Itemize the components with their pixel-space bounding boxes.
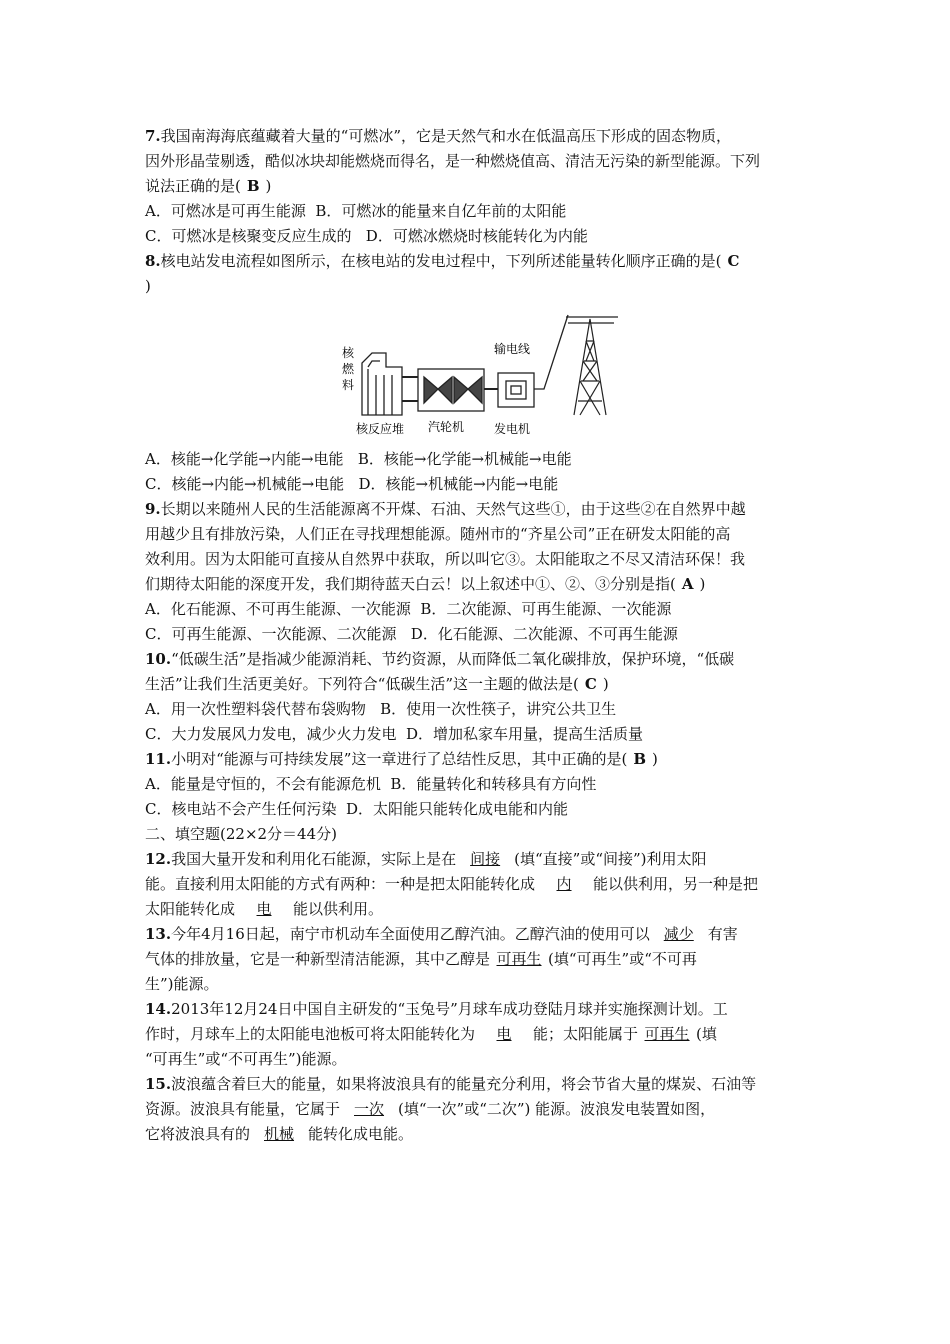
q7-options-ab: [145, 199, 813, 224]
q8-option-b: B．核能→化学能→机械能→电能: [357, 450, 572, 468]
q11-option-c: C．核电站不会产生任何污染: [145, 800, 337, 818]
q10-option-d: D．增加私家车用量，提高生活质量: [406, 725, 644, 743]
reactor-shape: [362, 353, 402, 415]
generator-shape: [498, 373, 534, 407]
q12-blank-2: 内: [556, 875, 572, 893]
pipe-shape: [402, 377, 418, 401]
q8-line-2: ): [145, 277, 151, 295]
q9-answer: A: [681, 575, 694, 593]
q10-option-a: A．用一次性塑料袋代替布袋购物: [145, 700, 366, 718]
q10-line-1: 10.“低碳生活”是指减少能源消耗、节约资源，从而降低二氧化碳排放，保护环境，“低碳: [145, 650, 735, 668]
q12-line-2: 能。直接利用太阳能的方式有两种：一种是把太阳能转化成 内 能以供利用，另一种是把: [145, 872, 813, 897]
q9-line-1: 9.长期以来随州人民的生活能源离不开煤、石油、天然气这些①，由于这些②在自然界中越: [145, 500, 746, 518]
fig-label-fuel-3: 料: [342, 378, 355, 392]
q12-line-1: 12.我国大量开发和利用化石能源，实际上是在 间接 (填“直接”或“间接”)利用太阳: [145, 847, 813, 872]
q9-options-cd: [145, 622, 813, 647]
q13-line-2: 气体的排放量，它是一种新型清洁能源，其中乙醇是 可再生 (填“可再生”或“不可再: [145, 947, 813, 972]
q9-option-c: C．可再生能源、一次能源、二次能源: [145, 625, 397, 643]
q11-answer: B: [633, 750, 646, 768]
fig-label-turbine: 汽轮机: [428, 420, 465, 434]
q9-line-3: 效利用。因为太阳能可直接从自然界中获取，所以叫它③。太阳能取之不尽又清洁环保！我: [145, 550, 746, 568]
q12-blank-1: 间接: [470, 850, 501, 868]
q7-option-b: B．可燃冰的能量来自亿年前的太阳能: [315, 202, 567, 220]
turbine-shape: [418, 369, 484, 411]
q14-number: 14.: [145, 1000, 172, 1018]
q14-blank-2: 可再生: [644, 1025, 690, 1043]
q10-option-b: B．使用一次性筷子，讲究公共卫生: [380, 700, 617, 718]
question-content: [145, 124, 813, 1147]
nuclear-plant-figure: [145, 299, 813, 447]
q10-number: 10.: [145, 650, 172, 668]
q10-line-2: 生活”让我们生活更美好。下列符合“低碳生活”这一主题的做法是( C ): [145, 675, 609, 693]
q14-line-1: 14.2013年12月24日中国自主研发的“玉兔号”月球车成功登陆月球并实施探测计划。工: [145, 1000, 728, 1018]
q14-blank-1: 电: [496, 1025, 512, 1043]
q8-options-cd: [145, 472, 813, 497]
q13-number: 13.: [145, 925, 172, 943]
fig-label-line: 输电线: [494, 342, 531, 356]
q9-options-ab: [145, 597, 813, 622]
q8-options-ab: [145, 447, 813, 472]
q9-option-d: D．化石能源、二次能源、不可再生能源: [410, 625, 678, 643]
q11-options-ab: [145, 772, 813, 797]
q7-option-c: C．可燃冰是核聚变反应生成的: [145, 227, 352, 245]
q8-option-a: A．核能→化学能→内能→电能: [145, 450, 344, 468]
fig-label-fuel-1: 核: [342, 346, 355, 360]
q8-answer: C: [727, 252, 740, 270]
tower-shape: [566, 317, 618, 415]
q9-option-b: B．二次能源、可再生能源、一次能源: [420, 600, 672, 618]
q15-blank-2: 机械: [264, 1125, 295, 1143]
q7-line-2: 因外形晶莹剔透，酷似冰块却能燃烧而得名，是一种燃烧值高、清洁无污染的新型能源。下列: [145, 152, 761, 170]
q7-line-3: 说法正确的是( B ): [145, 177, 272, 195]
q7-option-d: D．可燃冰燃烧时核能转化为内能: [365, 227, 588, 245]
q7-options-cd: [145, 224, 813, 249]
q10-options-ab: [145, 697, 813, 722]
q7-line-1: 7.我国南海海底蕴藏着大量的“可燃冰”，它是天然气和水在低温高压下形成的固态物质，: [145, 127, 732, 145]
q8-option-d: D．核能→机械能→内能→电能: [358, 475, 559, 493]
q14-line-3: “可再生”或“不可再生”)能源。: [145, 1050, 347, 1068]
q13-blank-2: 可再生: [496, 950, 542, 968]
q13-line-1: 13.今年4月16日起，南宁市机动车全面使用乙醇汽油。乙醇汽油的使用可以 减少 有害: [145, 922, 813, 947]
q15-number: 15.: [145, 1075, 172, 1093]
q11-option-a: A．能量是守恒的，不会有能源危机: [145, 775, 381, 793]
q9-option-a: A．化石能源、不可再生能源、一次能源: [145, 600, 411, 618]
q11-line-1: 11.小明对“能源与可持续发展”这一章进行了总结性反思，其中正确的是( B ): [145, 750, 658, 768]
q13-blank-1: 减少: [663, 925, 694, 943]
q7-answer: B: [246, 177, 260, 195]
q8-number: 8.: [145, 252, 161, 270]
q14-line-2: 作时，月球车上的太阳能电池板可将太阳能转化为 电 能；太阳能属于 可再生 (填: [145, 1022, 813, 1047]
q12-blank-3: 电: [256, 900, 272, 918]
q8-option-c: C．核能→内能→机械能→电能: [145, 475, 345, 493]
q15-line-1: 15.波浪蕴含着巨大的能量，如果将波浪具有的能量充分利用，将会节省大量的煤炭、石油等: [145, 1075, 757, 1093]
section-fill-in-heading: 二、填空题(22×2分＝44分): [145, 825, 337, 843]
fig-label-generator: 发电机: [494, 422, 531, 436]
q11-option-b: B．能量转化和转移具有方向性: [390, 775, 597, 793]
q15-blank-1: 一次: [354, 1100, 385, 1118]
q10-answer: C: [584, 675, 597, 693]
fig-label-reactor: 核反应堆: [356, 422, 405, 436]
q12-number: 12.: [145, 850, 172, 868]
q8-line-1: 8.核电站发电流程如图所示，在核电站的发电过程中，下列所述能量转化顺序正确的是( C: [145, 252, 740, 270]
q11-options-cd: [145, 797, 813, 822]
q13-line-3: 生”)能源。: [145, 975, 219, 993]
fig-label-fuel-2: 燃: [342, 362, 355, 376]
q9-number: 9.: [145, 500, 161, 518]
q11-number: 11.: [145, 750, 172, 768]
q9-line-2: 用越少且有排放污染，人们正在寻找理想能源。随州市的“齐星公司”正在研发太阳能的高: [145, 525, 731, 543]
q15-line-2: 资源。波浪具有能量，它属于 一次 (填“一次”或“二次”) 能源。波浪发电装置如图，: [145, 1097, 813, 1122]
q7-option-a: A．可燃冰是可再生能源: [145, 202, 306, 220]
q11-option-d: D．太阳能只能转化成电能和内能: [346, 800, 569, 818]
transmission-line-shape: [534, 315, 568, 389]
nuclear-plant-diagram: [328, 305, 648, 445]
q12-line-3: 太阳能转化成 电 能以供利用。: [145, 897, 813, 922]
q9-line-4: 们期待太阳能的深度开发，我们期待蓝天白云！以上叙述中①、②、③分别是指( A ): [145, 575, 706, 593]
q7-number: 7.: [145, 127, 161, 145]
q15-line-3: 它将波浪具有的 机械 能转化成电能。: [145, 1122, 813, 1147]
q10-options-cd: [145, 722, 813, 747]
q10-option-c: C．大力发展风力发电，减少火力发电: [145, 725, 397, 743]
